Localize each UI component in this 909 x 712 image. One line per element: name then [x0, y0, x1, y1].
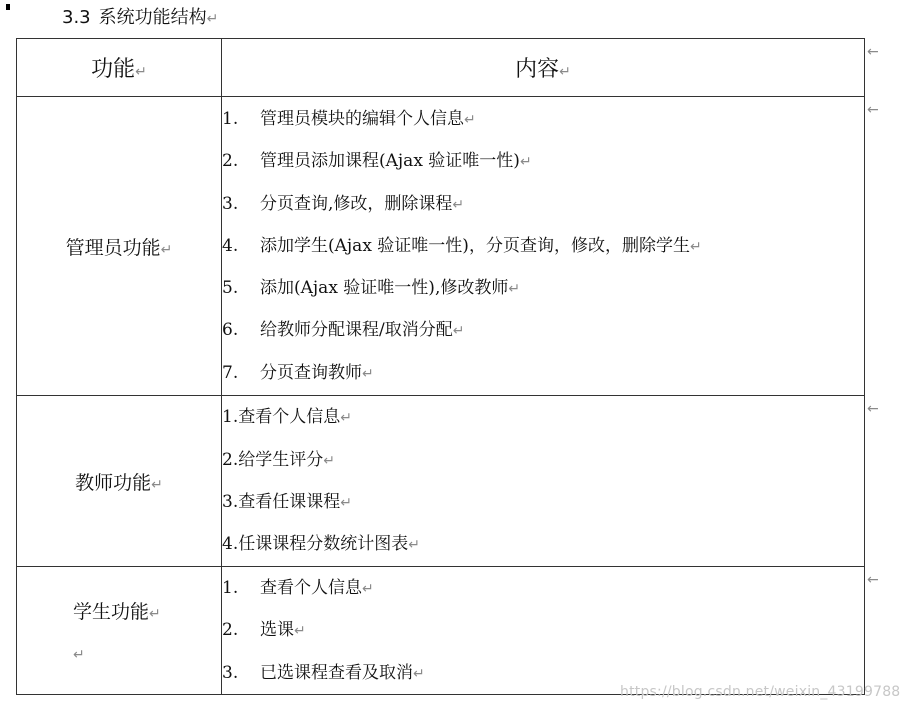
paragraph-mark-icon: ↵	[151, 476, 163, 493]
list-item	[222, 98, 864, 140]
item-number: 1.	[222, 578, 239, 599]
paragraph-mark-icon: ↵	[340, 495, 352, 511]
header-function	[17, 39, 222, 97]
bullet-marker	[6, 4, 10, 10]
paragraph-mark-icon: ↵	[294, 623, 306, 640]
list-item	[222, 609, 864, 651]
item-number: 3.	[222, 193, 239, 214]
role-cell-student	[17, 567, 222, 695]
table-row-admin	[17, 97, 865, 396]
item-text: 添加学生(Ajax 验证唯一性)，分页查询，修改，删除学生	[260, 235, 690, 256]
item-number: 3.	[222, 662, 239, 683]
item-number: 4.	[222, 534, 239, 555]
role-label-student: 学生功能	[73, 601, 150, 623]
watermark: https://blog.csdn.net/weixin_43199788	[620, 684, 901, 700]
item-text: 查看个人信息	[260, 578, 362, 599]
item-number: 3.	[222, 492, 239, 512]
row-end-mark-icon: ←	[867, 44, 879, 60]
paragraph-mark-icon: ↵	[452, 323, 465, 340]
table-row-student	[17, 567, 865, 695]
item-number: 5.	[222, 278, 239, 299]
list-item	[222, 309, 864, 351]
paragraph-mark-icon: ↵	[160, 241, 173, 258]
admin-function-list	[222, 98, 864, 394]
list-item	[222, 523, 864, 565]
section-heading	[62, 6, 218, 31]
item-text: 管理员模块的编辑个人信息	[260, 108, 464, 129]
item-number: 7.	[222, 362, 239, 383]
paragraph-mark-icon: ↵	[559, 64, 571, 80]
item-text: 选课	[260, 620, 294, 641]
function-structure-table	[16, 38, 865, 695]
header-function-label: 功能	[91, 57, 136, 82]
paragraph-mark-icon: ↵	[689, 238, 702, 255]
item-text: 管理员添加课程(Ajax 验证唯一性)	[260, 151, 520, 172]
paragraph-mark-icon: ↵	[323, 452, 335, 469]
paragraph-mark-icon: ↵	[149, 606, 161, 622]
item-text: 给教师分配课程/取消分配	[260, 320, 453, 341]
item-text: 分页查询教师	[260, 362, 362, 383]
section-number: 3.3	[62, 7, 91, 28]
section-title: 系统功能结构	[98, 7, 207, 28]
item-text: 查看任课课程	[238, 492, 341, 512]
list-item	[222, 140, 864, 182]
item-text: 任课课程分数统计图表	[238, 534, 409, 555]
list-item	[222, 481, 864, 523]
paragraph-mark-icon: ↵	[340, 410, 352, 427]
content-cell-student	[222, 567, 865, 695]
header-content	[222, 39, 865, 97]
paragraph-mark-icon: ↵	[464, 111, 476, 128]
list-item	[222, 352, 864, 394]
paragraph-mark-icon: ↵	[452, 196, 465, 213]
list-item	[222, 183, 864, 225]
list-item	[222, 396, 864, 438]
content-cell-admin	[222, 97, 865, 396]
item-text: 分页查询,修改，删除课程	[260, 193, 453, 214]
item-number: 1.	[222, 108, 239, 129]
paragraph-mark-icon: ↵	[135, 64, 147, 80]
table-row-teacher	[17, 396, 865, 567]
item-text: 添加(Ajax 验证唯一性),修改教师	[260, 278, 509, 299]
list-item	[222, 567, 864, 609]
item-number: 1.	[222, 407, 239, 428]
role-label-admin: 管理员功能	[65, 236, 161, 259]
paragraph-mark-icon: ↵	[362, 365, 374, 382]
paragraph-mark-icon: ↵	[408, 537, 420, 554]
content-cell-teacher	[222, 396, 865, 567]
item-number: 6.	[222, 320, 239, 341]
row-end-mark-icon: ←	[867, 102, 879, 118]
teacher-function-list	[222, 396, 864, 565]
paragraph-mark-icon: ↵	[519, 154, 532, 171]
paragraph-mark-icon: ↵	[508, 281, 521, 298]
role-cell-admin	[17, 97, 222, 396]
header-content-label: 内容	[515, 57, 560, 82]
paragraph-mark-icon: ↵	[413, 665, 425, 682]
item-text: 给学生评分	[238, 449, 324, 470]
role-label-teacher: 教师功能	[75, 471, 152, 494]
paragraph-mark-icon: ↵	[73, 647, 85, 663]
item-number: 2.	[222, 620, 239, 641]
item-number: 4.	[222, 235, 239, 256]
row-end-mark-icon: ←	[867, 401, 879, 417]
item-text: 查看个人信息	[238, 407, 341, 428]
item-text: 已选课程查看及取消	[260, 662, 413, 683]
item-number: 2.	[222, 449, 239, 470]
row-end-mark-icon: ←	[867, 572, 879, 588]
role-cell-teacher	[17, 396, 222, 567]
table-header-row	[17, 39, 865, 97]
paragraph-mark-icon: ↵	[362, 581, 374, 598]
list-item	[222, 439, 864, 481]
item-number: 2.	[222, 151, 239, 172]
list-item	[222, 267, 864, 309]
student-function-list	[222, 567, 864, 694]
list-item	[222, 225, 864, 267]
paragraph-mark-icon: ↵	[206, 11, 219, 27]
